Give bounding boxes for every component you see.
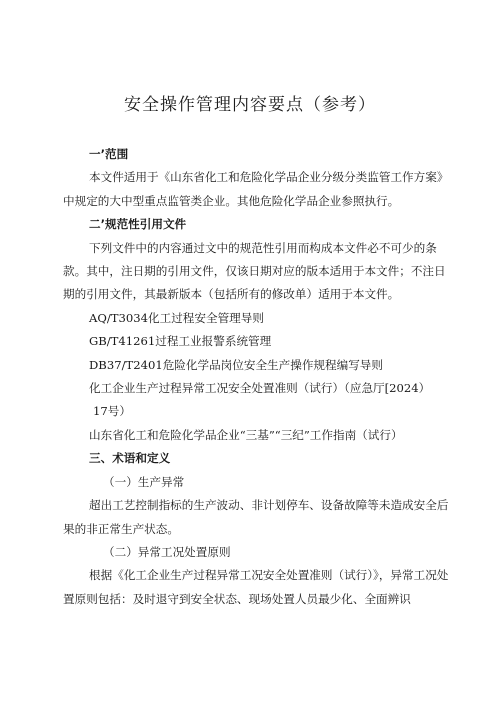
reference-line-continued: 17号） — [93, 404, 131, 419]
reference-item-emergency — [63, 377, 450, 424]
document-body — [63, 143, 450, 611]
term-paragraph-handling-principles: 根据《化工企业生产过程异常工况安全处置准则（试行）》，异常工况处置原则包括：及时退守到安全状态、现场处置人员最少化、全面辨识 — [63, 568, 449, 606]
term-heading-production-anomaly: （一）生产异常 — [103, 474, 185, 489]
reference-line: 化工企业生产过程异常工况安全处置准则（试行）（应急厅[2024） — [89, 381, 431, 396]
section-heading-references: 二’规范性引用文件 — [89, 217, 187, 232]
reference-item: DB37/T2401危险化学品岗位安全生产操作规程编写导则 — [89, 357, 383, 372]
section-heading-terms: 三、术语和定义 — [89, 451, 171, 466]
scope-paragraph: 本文件适用于《山东省化工和危险化学品企业分级分类监管工作方案》中规定的大中型重点监管类企业。其他危险化学品企业参照执行。 — [63, 170, 449, 208]
term-paragraph-production-anomaly: 超出工艺控制指标的生产波动、非计划停车、设备故障等未造成安全后果的非正常生产状态。 — [63, 498, 449, 536]
page-title: 安全操作管理内容要点（参考） — [124, 95, 376, 115]
references-paragraph: 下列文件中的内容通过文中的规范性引用而构成本文件必不可少的条款。其中，注日期的引用文件，仅该日期对应的版本适用于本文件；不注日期的引用文件，其最新版本（包括所有的修改单）适用于本文件。 — [63, 240, 446, 302]
term-heading-handling-principles: （二）异常工况处置原则 — [103, 544, 231, 559]
reference-item: 山东省化工和危险化学品企业“三基”“三纪”工作指南（试行） — [89, 427, 403, 442]
reference-item: GB/T41261过程工业报警系统管理 — [89, 334, 272, 349]
section-heading-scope: 一’范围 — [89, 147, 129, 161]
reference-item: AQ/T3034化工过程安全管理导则 — [89, 310, 264, 325]
